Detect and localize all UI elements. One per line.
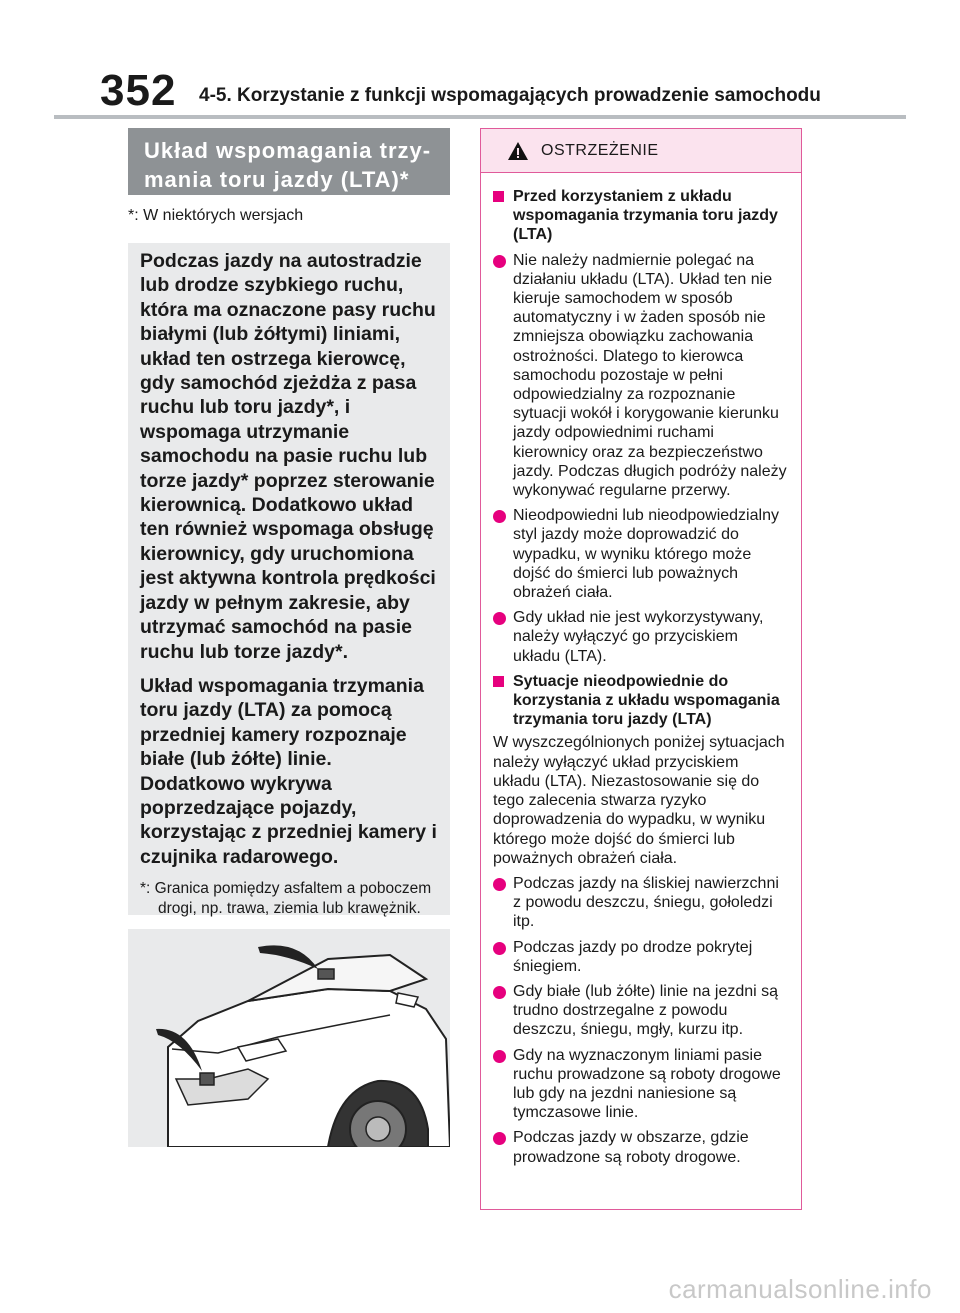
left-column <box>128 128 450 1147</box>
dot-bullet-icon <box>493 942 506 955</box>
section-heading <box>128 128 450 195</box>
section-heading-line2: mania toru jazdy (LTA)* <box>144 167 410 192</box>
section-heading-line1: Układ wspomagania trzy- <box>144 138 432 163</box>
warning-condition-3: Gdy białe (lub żółte) linie na jezdni są trudno dostrzegalne z powodu deszczu, śniegu, mgły, kurzu itp. <box>493 982 789 1040</box>
dot-bullet-icon <box>493 255 506 268</box>
dot-bullet-icon <box>493 510 506 523</box>
car-illustration <box>128 929 450 1147</box>
warning-condition-4: Gdy na wyznaczonym liniami pasie ruchu prowadzone są roboty drogowe lub gdy na jezdni naniesione są tymczasowe linie. <box>493 1046 789 1123</box>
dot-bullet-icon <box>493 986 506 999</box>
intro-box <box>128 243 450 918</box>
watermark[interactable]: carmanualsonline.info <box>668 1274 932 1304</box>
dot-bullet-icon <box>493 1132 506 1145</box>
warning-bullet-2: Nieodpowiedni lub nieodpowiedzialny styl jazdy może doprowadzić do wypadku, w wyniku którego może dojść do śmierci lub poważnych obrażeń ciała. <box>493 506 789 602</box>
warning-bullet-1: Nie należy nadmiernie polegać na działaniu układu (LTA). Układ ten nie kieruje samochodem w sposób automatyczny i w żaden sposób nie zmniejsza obowiązku zachowania ostrożności. Dlatego to kierowca samochodu pozostaje w pełni odpowiedzialny za rozpoznanie sytuacji wokół i korygowanie kierunku jazdy odpowiednimi ruchami kierownicy oraz za bezpieczeństwo jazdy. Podczas długich podróży należy wykonywać regularne przerwy. <box>493 251 789 501</box>
warning-subheading-2: Sytuacje nieodpowiednie do korzystania z układu wspomagania trzymania toru jazdy (LTA) <box>493 672 789 730</box>
dot-bullet-icon <box>493 1050 506 1063</box>
footnote: *: Granica pomiędzy asfaltem a poboczem drogi, np. trawa, ziemia lub krawężnik. <box>140 880 432 918</box>
intro-paragraph-2: Układ wspomagania trzymania toru jazdy (LTA) za pomocą przedniej kamery rozpoznaje białe (lub żółte) linie. Dodatkowo wykrywa poprzedzające pojazdy, korzystając z przedniej kamery i czujnika radarowego. <box>140 674 437 868</box>
warning-bullet-3: Gdy układ nie jest wykorzystywany, należy wyłączyć go przyciskiem układu (LTA). <box>493 608 789 666</box>
version-note: *: W niektórych wersjach <box>128 207 304 224</box>
warning-subheading-1: Przed korzystaniem z układu wspomagania trzymania toru jazdy (LTA) <box>493 187 789 245</box>
header-rule <box>54 115 906 119</box>
square-bullet-icon <box>493 191 504 202</box>
page-number: 352 <box>100 66 177 115</box>
warning-title: OSTRZEŻENIE <box>541 141 659 159</box>
dot-bullet-icon <box>493 612 506 625</box>
warning-paragraph: W wyszczególnionych poniżej sytuacjach należy wyłączyć układ przyciskiem układu (LTA). Niezastosowanie się do tego zalecenia stwarza ryzyko doprowadzenia do wypadku, w wyniku którego może dojść do śmierci lub poważnych obrażeń ciała. <box>493 734 785 867</box>
car-camera-radar-drawing <box>128 929 450 1147</box>
warning-condition-1: Podczas jazdy na śliskiej nawierzchni z powodu deszczu, śniegu, gołoledzi itp. <box>493 874 789 932</box>
warning-condition-5: Podczas jazdy w obszarze, gdzie prowadzone są roboty drogowe. <box>493 1128 789 1166</box>
warning-triangle-icon <box>507 141 529 161</box>
intro-paragraph-1: Podczas jazdy na autostradzie lub drodze szybkiego ruchu, która ma oznaczone pasy ruchu białymi (lub żółtymi) liniami, układ ten ostrzega kierowcę, gdy samochód zjeżdża z pasa ruchu lub toru jazdy*, i wspomaga utrzymanie samochodu na pasie ruchu lub torze jazdy* poprzez sterowanie kierownicą. Dodatkowo układ ten również wspomaga obsługę kierownicy, gdy uruchomiona jest aktywna kontrola prędkości jazdy w pełnym zakresie, aby utrzymać samochód na pasie ruchu lub torze jazdy*. <box>140 250 436 663</box>
warning-box <box>480 128 802 1210</box>
warning-condition-2: Podczas jazdy po drodze pokrytej śniegiem. <box>493 938 789 976</box>
warning-body <box>481 173 801 1167</box>
chapter-title: 4-5. Korzystanie z funkcji wspomagających prowadzenie samochodu <box>199 85 821 106</box>
dot-bullet-icon <box>493 878 506 891</box>
square-bullet-icon <box>493 676 504 687</box>
warning-header <box>481 129 801 173</box>
